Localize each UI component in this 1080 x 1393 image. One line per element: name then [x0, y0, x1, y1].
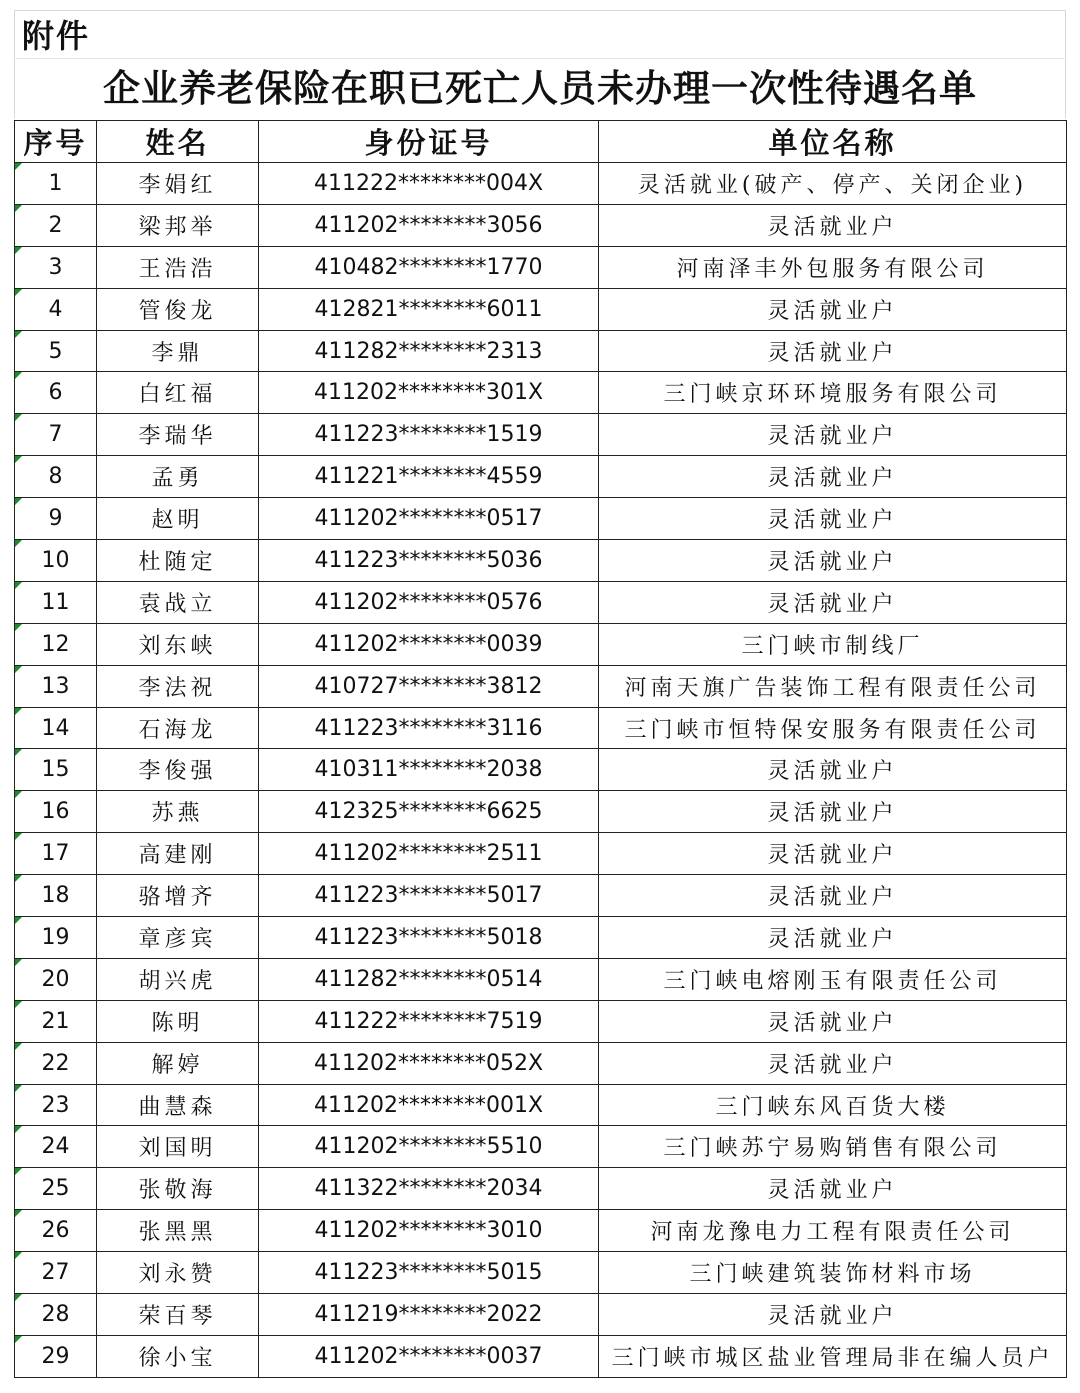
table-row [15, 623, 1067, 665]
column-header-seq: 序号 [15, 121, 97, 163]
id-number-cell: 411202********0576 [259, 581, 599, 623]
seq-cell: 8 [15, 456, 97, 498]
unit-name-cell: 灵活就业户 [599, 330, 1067, 372]
name-cell: 曲慧森 [97, 1084, 259, 1126]
id-number-cell: 411223********1519 [259, 414, 599, 456]
id-number-cell: 412821********6011 [259, 288, 599, 330]
seq-cell: 6 [15, 372, 97, 414]
table-row [15, 1168, 1067, 1210]
name-cell: 李瑞华 [97, 414, 259, 456]
seq-cell: 3 [15, 246, 97, 288]
unit-name-cell: 三门峡电熔刚玉有限责任公司 [599, 958, 1067, 1000]
unit-name-cell: 灵活就业户 [599, 1042, 1067, 1084]
unit-name-cell: 三门峡东风百货大楼 [599, 1084, 1067, 1126]
unit-name-cell: 灵活就业户 [599, 581, 1067, 623]
id-number-cell: 411282********0514 [259, 958, 599, 1000]
name-cell: 李俊强 [97, 749, 259, 791]
table-row [15, 581, 1067, 623]
table-row [15, 1252, 1067, 1294]
seq-cell: 16 [15, 791, 97, 833]
id-number-cell: 411202********052X [259, 1042, 599, 1084]
name-cell: 荣百琴 [97, 1294, 259, 1336]
document-title: 企业养老保险在职已死亡人员未办理一次性待遇名单 [103, 66, 977, 110]
name-cell: 张敬海 [97, 1168, 259, 1210]
name-cell: 解婷 [97, 1042, 259, 1084]
table-row [15, 875, 1067, 917]
table-row [15, 498, 1067, 540]
id-number-cell: 411222********004X [259, 163, 599, 205]
table-row [15, 540, 1067, 582]
unit-name-cell: 灵活就业户 [599, 204, 1067, 246]
id-number-cell: 411282********2313 [259, 330, 599, 372]
table-row [15, 665, 1067, 707]
name-cell: 骆增齐 [97, 875, 259, 917]
id-number-cell: 411222********7519 [259, 1000, 599, 1042]
seq-cell: 17 [15, 833, 97, 875]
name-cell: 张黑黑 [97, 1210, 259, 1252]
name-cell: 苏燕 [97, 791, 259, 833]
sheet-gridline-mid [14, 58, 1066, 59]
id-number-cell: 412325********6625 [259, 791, 599, 833]
id-number-cell: 411202********0039 [259, 623, 599, 665]
id-number-cell: 411202********0517 [259, 498, 599, 540]
seq-cell: 2 [15, 204, 97, 246]
column-header-name: 姓名 [97, 121, 259, 163]
seq-cell: 4 [15, 288, 97, 330]
table-row [15, 1084, 1067, 1126]
seq-cell: 9 [15, 498, 97, 540]
id-number-cell: 411221********4559 [259, 456, 599, 498]
seq-cell: 14 [15, 707, 97, 749]
name-cell: 胡兴虎 [97, 958, 259, 1000]
seq-cell: 29 [15, 1335, 97, 1377]
unit-name-cell: 三门峡市制线厂 [599, 623, 1067, 665]
unit-name-cell: 灵活就业户 [599, 540, 1067, 582]
name-cell: 李娟红 [97, 163, 259, 205]
name-cell: 刘国明 [97, 1126, 259, 1168]
unit-name-cell: 三门峡苏宁易购销售有限公司 [599, 1126, 1067, 1168]
table-row [15, 1210, 1067, 1252]
seq-cell: 25 [15, 1168, 97, 1210]
name-cell: 石海龙 [97, 707, 259, 749]
seq-cell: 21 [15, 1000, 97, 1042]
id-number-cell: 411223********5015 [259, 1252, 599, 1294]
unit-name-cell: 三门峡京环环境服务有限公司 [599, 372, 1067, 414]
table-row [15, 372, 1067, 414]
table-row [15, 414, 1067, 456]
table-row [15, 917, 1067, 959]
id-number-cell: 410482********1770 [259, 246, 599, 288]
id-number-cell: 411322********2034 [259, 1168, 599, 1210]
seq-cell: 27 [15, 1252, 97, 1294]
name-cell: 高建刚 [97, 833, 259, 875]
id-number-cell: 411202********3056 [259, 204, 599, 246]
unit-name-cell: 灵活就业户 [599, 1294, 1067, 1336]
table-row [15, 1126, 1067, 1168]
unit-name-cell: 灵活就业户 [599, 1168, 1067, 1210]
name-cell: 白红福 [97, 372, 259, 414]
id-number-cell: 411223********5017 [259, 875, 599, 917]
column-header-id: 身份证号 [259, 121, 599, 163]
table-row [15, 1000, 1067, 1042]
unit-name-cell: 三门峡市城区盐业管理局非在编人员户 [599, 1335, 1067, 1377]
unit-name-cell: 三门峡建筑装饰材料市场 [599, 1252, 1067, 1294]
id-number-cell: 411219********2022 [259, 1294, 599, 1336]
column-header-unit: 单位名称 [599, 121, 1067, 163]
table-header-row [15, 121, 1067, 163]
unit-name-cell: 灵活就业户 [599, 1000, 1067, 1042]
seq-cell: 13 [15, 665, 97, 707]
id-number-cell: 411223********5018 [259, 917, 599, 959]
table-row [15, 749, 1067, 791]
name-cell: 管俊龙 [97, 288, 259, 330]
seq-cell: 15 [15, 749, 97, 791]
name-cell: 李鼎 [97, 330, 259, 372]
name-cell: 李法祝 [97, 665, 259, 707]
unit-name-cell: 灵活就业户 [599, 875, 1067, 917]
unit-name-cell: 河南泽丰外包服务有限公司 [599, 246, 1067, 288]
name-cell: 赵明 [97, 498, 259, 540]
unit-name-cell: 三门峡市恒特保安服务有限责任公司 [599, 707, 1067, 749]
table-row [15, 204, 1067, 246]
seq-cell: 11 [15, 581, 97, 623]
table-row [15, 1294, 1067, 1336]
seq-cell: 10 [15, 540, 97, 582]
seq-cell: 24 [15, 1126, 97, 1168]
unit-name-cell: 灵活就业户 [599, 833, 1067, 875]
id-number-cell: 411202********001X [259, 1084, 599, 1126]
name-cell: 陈明 [97, 1000, 259, 1042]
name-cell: 刘东峡 [97, 623, 259, 665]
name-cell: 刘永赞 [97, 1252, 259, 1294]
seq-cell: 26 [15, 1210, 97, 1252]
name-cell: 孟勇 [97, 456, 259, 498]
unit-name-cell: 灵活就业(破产、停产、关闭企业) [599, 163, 1067, 205]
id-number-cell: 411202********5510 [259, 1126, 599, 1168]
seq-cell: 7 [15, 414, 97, 456]
table-body [15, 163, 1067, 1378]
table-row [15, 833, 1067, 875]
unit-name-cell: 灵活就业户 [599, 917, 1067, 959]
name-cell: 梁邦举 [97, 204, 259, 246]
seq-cell: 19 [15, 917, 97, 959]
attachment-label: 附件 [22, 17, 91, 55]
table-row [15, 163, 1067, 205]
id-number-cell: 410727********3812 [259, 665, 599, 707]
id-number-cell: 410311********2038 [259, 749, 599, 791]
sheet-gridline-top [14, 10, 1066, 11]
name-cell: 杜随定 [97, 540, 259, 582]
id-number-cell: 411223********5036 [259, 540, 599, 582]
id-number-cell: 411202********2511 [259, 833, 599, 875]
table-row [15, 1335, 1067, 1377]
seq-cell: 1 [15, 163, 97, 205]
table-row [15, 330, 1067, 372]
id-number-cell: 411202********301X [259, 372, 599, 414]
unit-name-cell: 灵活就业户 [599, 288, 1067, 330]
seq-cell: 18 [15, 875, 97, 917]
deceased-personnel-table [14, 120, 1067, 1378]
id-number-cell: 411202********3010 [259, 1210, 599, 1252]
table-row [15, 791, 1067, 833]
table-row [15, 958, 1067, 1000]
id-number-cell: 411202********0037 [259, 1335, 599, 1377]
unit-name-cell: 灵活就业户 [599, 498, 1067, 540]
unit-name-cell: 河南天旗广告装饰工程有限责任公司 [599, 665, 1067, 707]
seq-cell: 28 [15, 1294, 97, 1336]
seq-cell: 12 [15, 623, 97, 665]
unit-name-cell: 河南龙豫电力工程有限责任公司 [599, 1210, 1067, 1252]
unit-name-cell: 灵活就业户 [599, 791, 1067, 833]
seq-cell: 5 [15, 330, 97, 372]
table-row [15, 1042, 1067, 1084]
name-cell: 王浩浩 [97, 246, 259, 288]
unit-name-cell: 灵活就业户 [599, 456, 1067, 498]
seq-cell: 22 [15, 1042, 97, 1084]
name-cell: 袁战立 [97, 581, 259, 623]
seq-cell: 23 [15, 1084, 97, 1126]
table-row [15, 288, 1067, 330]
name-cell: 徐小宝 [97, 1335, 259, 1377]
unit-name-cell: 灵活就业户 [599, 414, 1067, 456]
table-row [15, 456, 1067, 498]
id-number-cell: 411223********3116 [259, 707, 599, 749]
seq-cell: 20 [15, 958, 97, 1000]
table-row [15, 246, 1067, 288]
unit-name-cell: 灵活就业户 [599, 749, 1067, 791]
name-cell: 章彦宾 [97, 917, 259, 959]
table-row [15, 707, 1067, 749]
